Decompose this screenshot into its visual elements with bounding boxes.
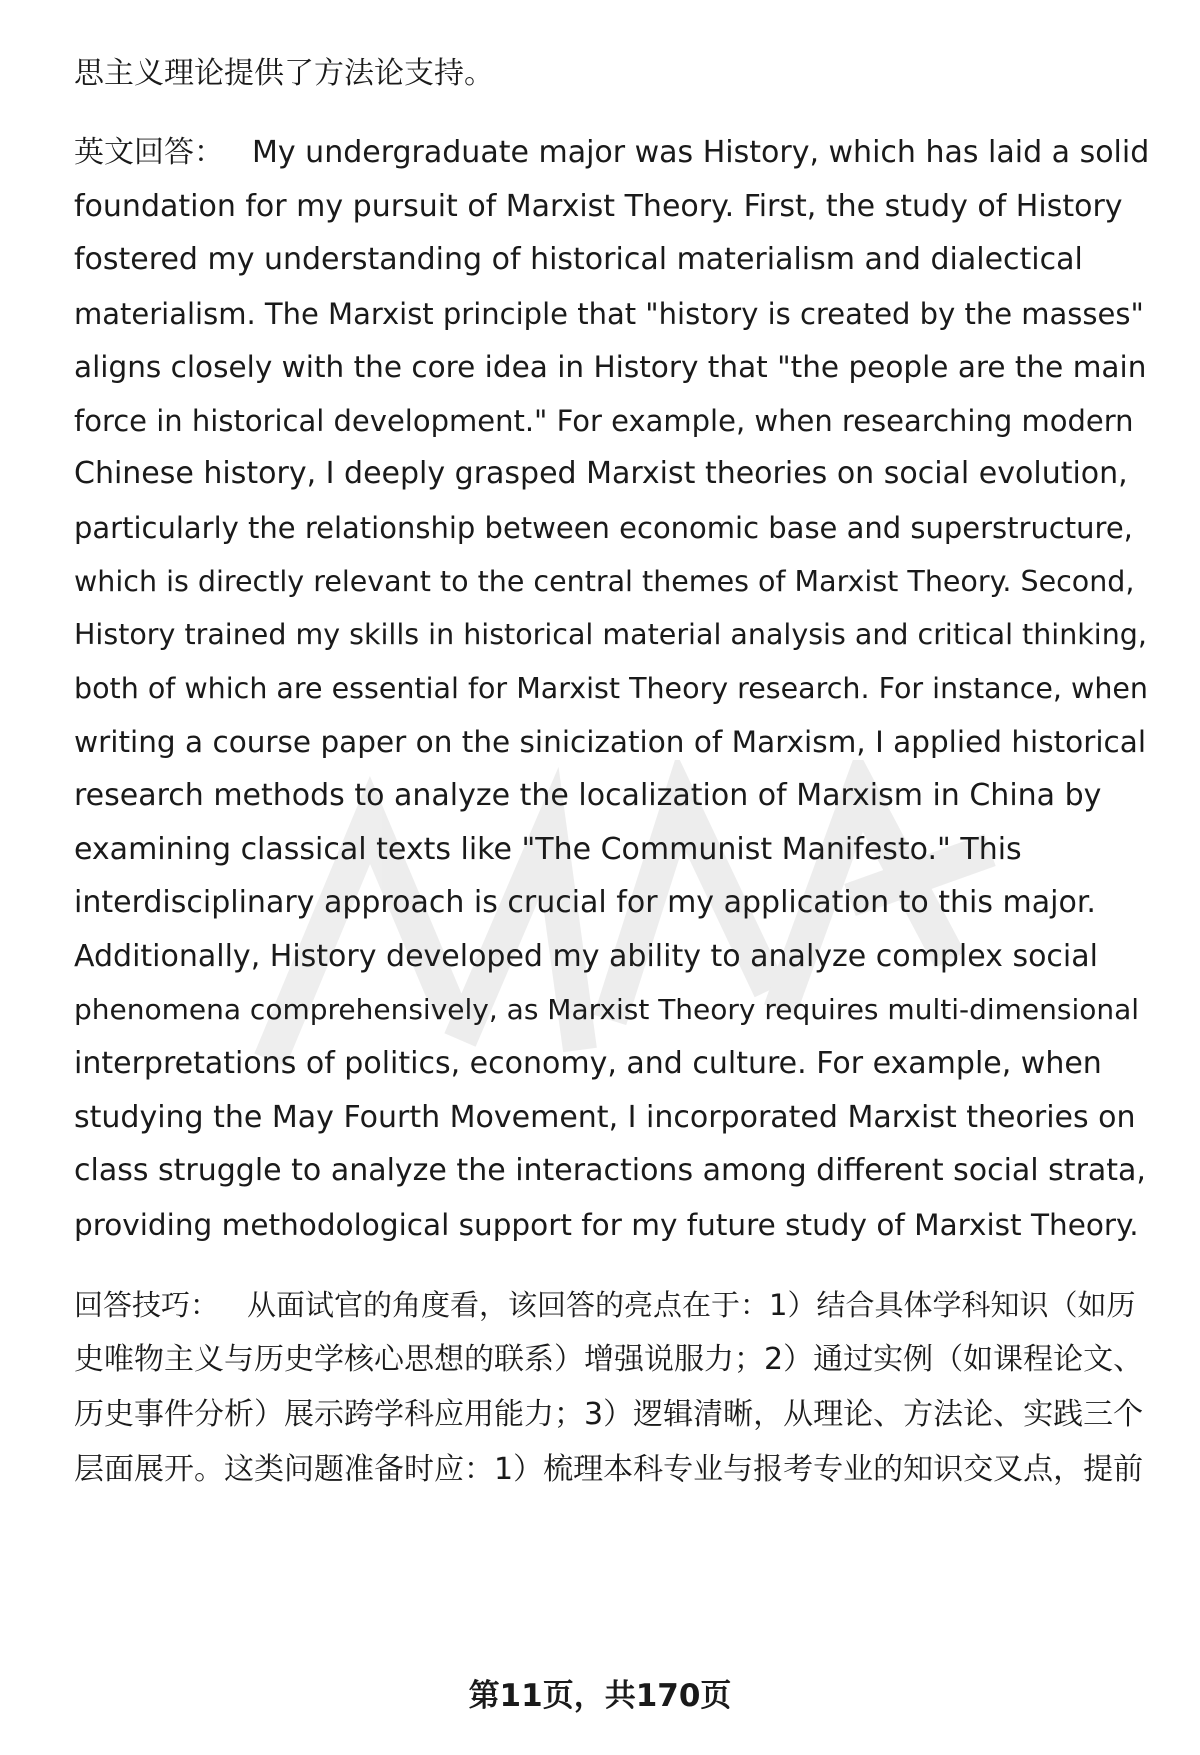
english-answer-line: interdisciplinary approach is crucial for my application to this major. [74,885,1096,920]
english-answer-first-line [74,133,1149,173]
english-answer-line: fostered my understanding of historical materialism and dialectical [74,242,1083,277]
english-answer-line: History trained my skills in historical material analysis and critical thinking, [74,618,1147,651]
english-answer-label: 英文回答： [74,135,224,170]
english-answer-line: phenomena comprehensively, as Marxist Theory requires multi-dimensional [74,993,1140,1026]
english-answer-line: both of which are essential for Marxist Theory research. For instance, when [74,672,1148,705]
tips-line: 层面展开。这类问题准备时应：1）梳理本科专业与报考专业的知识交叉点，提前 [74,1452,1144,1487]
tips-label: 回答技巧： [74,1288,220,1322]
tips-line: 从面试官的角度看，该回答的亮点在于：1）结合具体学科知识（如历 [247,1288,1136,1322]
english-answer-line: which is directly relevant to the central themes of Marxist Theory. Second, [74,565,1135,598]
tips-first-line [74,1285,1135,1325]
english-answer-line: particularly the relationship between economic base and superstructure, [74,511,1133,545]
english-answer-line: Additionally, History developed my ability to analyze complex social [74,939,1098,974]
english-answer-line: writing a course paper on the sinicization of Marxism, I applied historical [74,725,1147,759]
english-answer-line: Chinese history, I deeply grasped Marxist theories on social evolution, [74,456,1128,491]
english-answer-line: My undergraduate major was History, which has laid a solid [252,135,1150,170]
english-answer-line: foundation for my pursuit of Marxist Theory. First, the study of History [74,189,1123,224]
english-answer-line: examining classical texts like "The Communist Manifesto." This [74,832,1022,867]
english-answer-line: force in historical development." For example, when researching modern [74,404,1134,438]
english-answer-line: aligns closely with the core idea in History that "the people are the main [74,350,1147,384]
english-answer-line: materialism. The Marxist principle that "history is created by the masses" [74,297,1144,331]
english-answer-line: class struggle to analyze the interactions among different social strata, [74,1153,1146,1188]
english-answer-line: studying the May Fourth Movement, I incorporated Marxist theories on [74,1100,1136,1135]
english-answer-line: providing methodological support for my future study of Marxist Theory. [74,1208,1139,1242]
page-number: 第11页，共170页 [468,1678,732,1714]
intro-tail-line: 思主义理论提供了方法论支持。 [74,56,494,91]
english-answer-line: research methods to analyze the localization of Marxism in China by [74,778,1102,813]
english-answer-line: interpretations of politics, economy, and culture. For example, when [74,1046,1102,1081]
tips-line: 历史事件分析）展示跨学科应用能力；3）逻辑清晰，从理论、方法论、实践三个 [74,1397,1144,1432]
tips-line: 史唯物主义与历史学核心思想的联系）增强说服力；2）通过实例（如课程论文、 [74,1342,1144,1377]
